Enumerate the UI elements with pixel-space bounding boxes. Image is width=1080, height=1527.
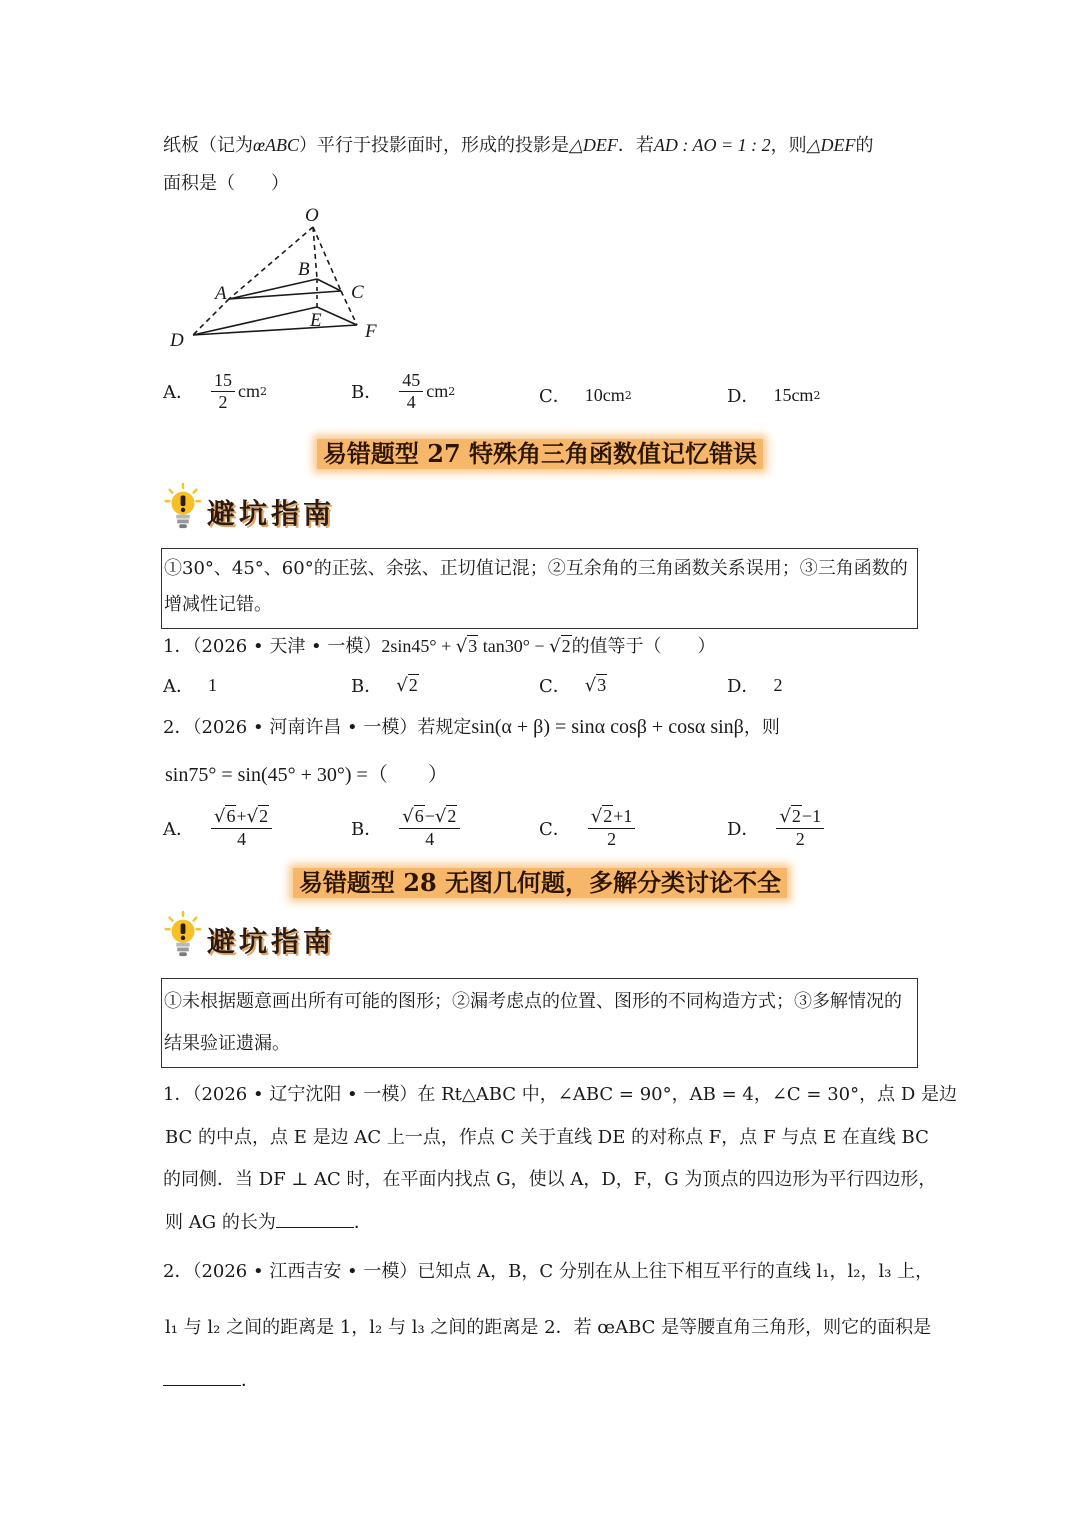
lightbulb-icon — [163, 910, 203, 960]
option-value: 15cm — [773, 384, 814, 405]
guide-label: 避坑指南 — [207, 925, 336, 958]
answer-blank[interactable] — [276, 1213, 354, 1228]
text-fragment: 纸板（记为 — [163, 135, 253, 156]
answer-blank[interactable] — [163, 1371, 241, 1386]
denominator: 4 — [237, 828, 247, 849]
q28-1-line4 — [165, 1208, 372, 1234]
label-d: D — [170, 330, 184, 351]
q27-2-option-b[interactable] — [351, 806, 463, 849]
radicand: 2 — [408, 674, 418, 695]
section-title-text: 易错题型 28 无图几何题，多解分类讨论不全 — [293, 868, 787, 898]
tip-text: ①30°、45°、60°的正弦、余弦、正切值记混；②互余角的三角函数关系误用；③三角函数的增减性记错。 — [164, 558, 908, 615]
sqrt: √2 — [434, 806, 457, 827]
text-fragment: 则 AG 的长为 — [165, 1212, 276, 1233]
option-a[interactable] — [163, 370, 267, 412]
sqrt: √3 — [455, 636, 478, 657]
sqrt: √2 — [246, 806, 269, 827]
edge-bc — [317, 279, 341, 291]
section-28-title — [0, 868, 1080, 898]
text-fragment: ）平行于投影面时，形成的投影是 — [299, 135, 570, 156]
q28-1-line3: 的同侧．当 DF ⊥ AC 时，在平面内找点 G，使以 A，D，F，G 为顶点的四边形为平行四边形， — [163, 1169, 937, 1190]
projection-figure — [165, 203, 405, 353]
sqrt: √2 — [396, 674, 418, 696]
denominator: 4 — [425, 828, 435, 849]
sqrt: √2 — [549, 636, 571, 657]
ratio-expression: AD : AO = 1 : 2 — [653, 135, 771, 155]
section-27-title — [0, 439, 1080, 469]
option-label: A． — [163, 382, 194, 404]
label-e: E — [310, 310, 322, 331]
operator: − — [801, 806, 813, 826]
operator: − — [424, 806, 435, 826]
number: 1 — [812, 806, 822, 826]
radicand: 6 — [226, 806, 236, 826]
unit: cm — [426, 380, 449, 401]
text-fragment: ，则 — [770, 135, 807, 156]
radicand: 2 — [603, 806, 613, 826]
sqrt: √6 — [402, 806, 424, 827]
q27-1-option-a[interactable] — [163, 672, 217, 698]
q28-2-line2: l₁ 与 l₂ 之间的距离是 1，l₂ 与 l₃ 之间的距离是 2．若 œABC 是等腰直角三角形，则它的面积是 — [165, 1317, 932, 1338]
option-c[interactable] — [539, 382, 632, 408]
triangle-def: △DEF — [806, 135, 856, 155]
line-ob — [313, 227, 317, 279]
tip-text: ①未根据题意画出所有可能的图形；②漏考虑点的位置、图形的不同构造方式；③多解情况的结果验证遗漏。 — [164, 991, 902, 1054]
option-label: B． — [351, 382, 383, 404]
operator: + — [236, 806, 247, 826]
formula: sin(α + β) = sinα cosβ + cosα sinβ — [471, 716, 744, 738]
option-value: 10cm — [584, 384, 625, 405]
option-label: A． — [163, 676, 194, 697]
q27-2-option-d[interactable] — [727, 806, 827, 849]
q27-1-option-c[interactable] — [539, 672, 607, 698]
numerator: 45 — [399, 370, 423, 392]
fraction — [211, 370, 235, 412]
option-value: 1 — [208, 674, 217, 695]
expr-part: 2sin45° + — [381, 636, 456, 656]
radicand: 2 — [561, 636, 571, 656]
sqrt: √2 — [779, 806, 801, 827]
fraction — [211, 806, 272, 849]
expr-part: tan30° − — [478, 636, 550, 656]
q28-2-line3 — [163, 1366, 259, 1392]
q28-2-line1: 2．（2026 • 江西吉安 • 一模）已知点 A，B，C 分别在从上往下相互平行的直线 l₁，l₂，l₃ 上， — [163, 1261, 934, 1282]
guide-label: 避坑指南 — [207, 497, 336, 530]
denominator: 4 — [406, 391, 416, 412]
radicand: 2 — [447, 806, 457, 826]
q27-2-line2: sin75° = sin(45° + 30°) =（ ） — [165, 764, 448, 786]
text-fragment: ． — [241, 1370, 259, 1391]
option-label: D． — [727, 676, 760, 697]
exponent: 2 — [624, 388, 632, 402]
denominator: 2 — [218, 391, 228, 412]
fraction — [776, 806, 824, 849]
question-prefix: 2．（2026 • 河南许昌 • 一模）若规定 — [163, 717, 472, 738]
option-label: A． — [163, 818, 194, 840]
numerator: 15 — [211, 370, 235, 392]
label-b: B — [298, 259, 310, 280]
option-label: B． — [351, 676, 383, 697]
sqrt: √6 — [214, 806, 236, 827]
option-label: C． — [539, 386, 571, 407]
operator: + — [613, 806, 624, 826]
q27-1-stem — [163, 632, 716, 658]
denominator: 2 — [795, 828, 805, 849]
question-prefix: 1．（2026 • 天津 • 一模） — [163, 636, 382, 657]
pitfall-guide-header — [163, 910, 335, 960]
sqrt: √2 — [590, 806, 613, 827]
option-label: D． — [727, 818, 760, 840]
label-a: A — [215, 283, 227, 304]
radicand: 6 — [414, 806, 424, 826]
q27-1-option-d[interactable] — [727, 672, 782, 698]
fraction — [399, 370, 423, 412]
q27-2-option-c[interactable] — [539, 806, 638, 849]
edge-ef — [317, 307, 357, 325]
option-d[interactable] — [727, 382, 820, 408]
option-label: C． — [539, 818, 571, 840]
text-fragment: 的 — [855, 135, 874, 156]
label-f: F — [365, 321, 377, 342]
pitfall-guide-header — [163, 482, 335, 532]
prev-question-line1 — [163, 131, 874, 157]
fraction — [399, 806, 460, 849]
radicand: 2 — [259, 806, 269, 826]
option-label: B． — [351, 818, 383, 840]
option-label: D． — [727, 386, 760, 407]
tip-box-27 — [161, 548, 918, 629]
option-b[interactable] — [351, 370, 455, 412]
q28-1-line1: 1．（2026 • 辽宁沈阳 • 一模）在 Rt△ABC 中，∠ABC = 90°，AB = 4，∠C = 30°，点 D 是边 — [163, 1084, 957, 1105]
question-suffix: 的值等于（ ） — [571, 636, 716, 657]
exponent: 2 — [813, 388, 821, 402]
prev-question-line2: 面积是（ ） — [163, 173, 289, 194]
option-label: C． — [539, 676, 571, 697]
q27-2-stem — [163, 713, 780, 739]
fraction — [588, 806, 636, 849]
number: 1 — [623, 806, 633, 826]
q27-2-option-a[interactable] — [163, 806, 275, 849]
label-c: C — [351, 282, 364, 303]
sqrt: √3 — [584, 674, 607, 696]
text-fragment: ． — [353, 1212, 372, 1233]
tip-box-28 — [161, 978, 918, 1068]
radicand: 3 — [597, 674, 607, 695]
radicand: 2 — [791, 806, 801, 826]
exponent: 2 — [448, 384, 456, 398]
triangle-abc: œABC — [253, 135, 300, 155]
label-o: O — [305, 205, 319, 226]
denominator: 2 — [607, 828, 617, 849]
lightbulb-icon — [163, 482, 203, 532]
q28-1-line2: BC 的中点，点 E 是边 AC 上一点，作点 C 关于直线 DE 的对称点 F，点 F 与点 E 在直线 BC — [165, 1127, 929, 1148]
question-suffix: ，则 — [743, 717, 780, 738]
option-value: 2 — [773, 674, 783, 695]
line-ad — [193, 299, 229, 335]
unit: cm — [238, 380, 260, 401]
text-fragment: ．若 — [617, 135, 654, 156]
exponent: 2 — [260, 384, 267, 398]
section-title-text: 易错题型 27 特殊角三角函数值记忆错误 — [317, 439, 763, 469]
q27-1-option-b[interactable] — [351, 672, 419, 698]
radicand: 3 — [468, 636, 478, 656]
triangle-def: △DEF — [569, 135, 618, 155]
